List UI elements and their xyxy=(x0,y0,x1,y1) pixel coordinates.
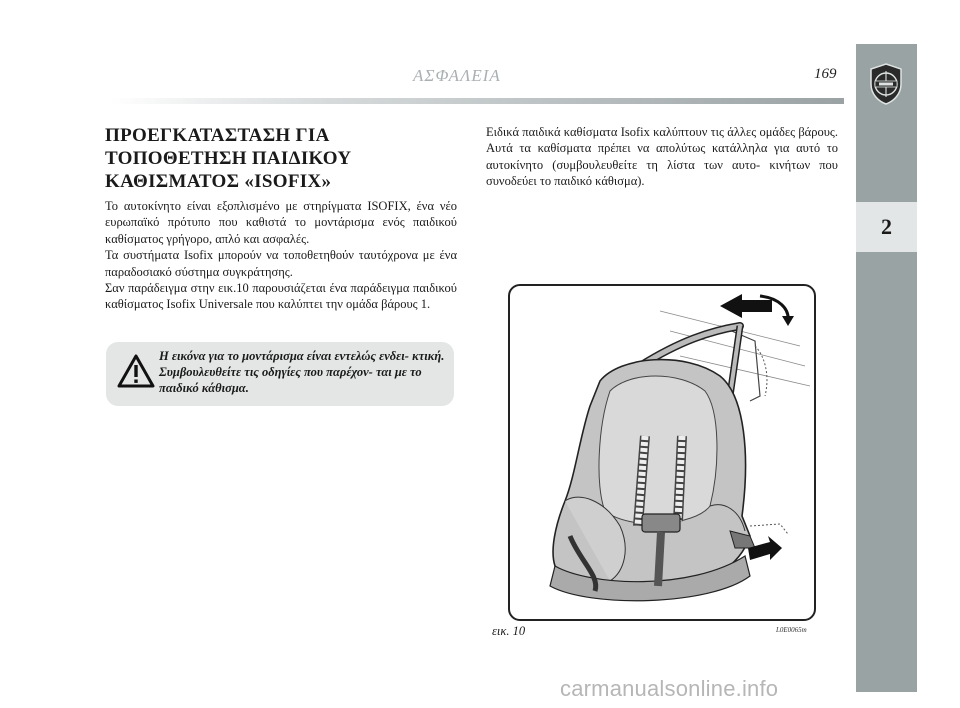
section-heading xyxy=(105,124,465,193)
page-number: 169 xyxy=(814,66,837,82)
watermark-text[interactable]: carmanualsonline.info xyxy=(560,676,779,701)
heading-line: ΤΟΠΟΘΕΤΗΣΗ ΠΑΙΔΙΚΟΥ xyxy=(105,148,352,169)
chapter-side-band xyxy=(856,44,917,692)
warning-triangle-icon xyxy=(117,354,155,388)
lancia-shield-icon xyxy=(867,62,905,106)
warning-text: Η εικόνα για το μοντάρισμα είναι εντελώς ενδει- κτική. Συμβουλευθείτε τις οδηγίες που παρέχον- ται με το παιδικό κάθισμα. xyxy=(159,349,445,395)
running-header-title: ΑΣΦΑΛΕΙΑ xyxy=(413,66,501,85)
body-paragraph: Το αυτοκίνητο είναι εξοπλισμένο με στηρίγματα ISOFIX, ένα νέο ευρωπαϊκό πρότυπο που καθιστά το μοντάρισμα ενός παιδικού καθίσματος γρήγορο, απλό και ασφαλές. xyxy=(105,199,457,246)
warning-box xyxy=(106,342,454,406)
heading-line: ΠΡΟΕΓΚΑΤΑΣΤΑΣΗ ΓΙΑ xyxy=(105,125,330,146)
header-rule xyxy=(110,98,844,104)
heading-line: ΚΑΘΙΣΜΑΤΟΣ «ISOFIX» xyxy=(105,171,332,192)
right-column-text: Ειδικά παιδικά καθίσματα Isofix καλύπτουν τις άλλες ομάδες βάρους. Αυτά τα καθίσματα πρέπει να απολύτως κατάλληλα για αυτό το αυτοκίνητο (συμβουλευθείτε τη λίστα των αυτο- κινήτων που συνοδεύει το παιδικό κάθισμα). xyxy=(486,125,838,189)
body-paragraph: Τα συστήματα Isofix μπορούν να τοποθετηθούν ταυτόχρονα με ένα παραδοσιακό σύστημα συγκράτησης. xyxy=(105,248,457,279)
figure-frame xyxy=(508,284,816,621)
chapter-tab[interactable]: 2 xyxy=(856,202,917,252)
body-text xyxy=(105,198,457,313)
figure-code: L0E0065m xyxy=(776,626,807,634)
figure-caption: εικ. 10 xyxy=(492,624,526,638)
body-paragraph: Σαν παράδειγμα στην εικ.10 παρουσιάζεται ένα παράδειγμα παιδικού καθίσματος Isofix Universale που καλύπτει την ομάδα βάρους 1. xyxy=(105,281,457,312)
isofix-child-seat-illustration xyxy=(510,286,814,619)
